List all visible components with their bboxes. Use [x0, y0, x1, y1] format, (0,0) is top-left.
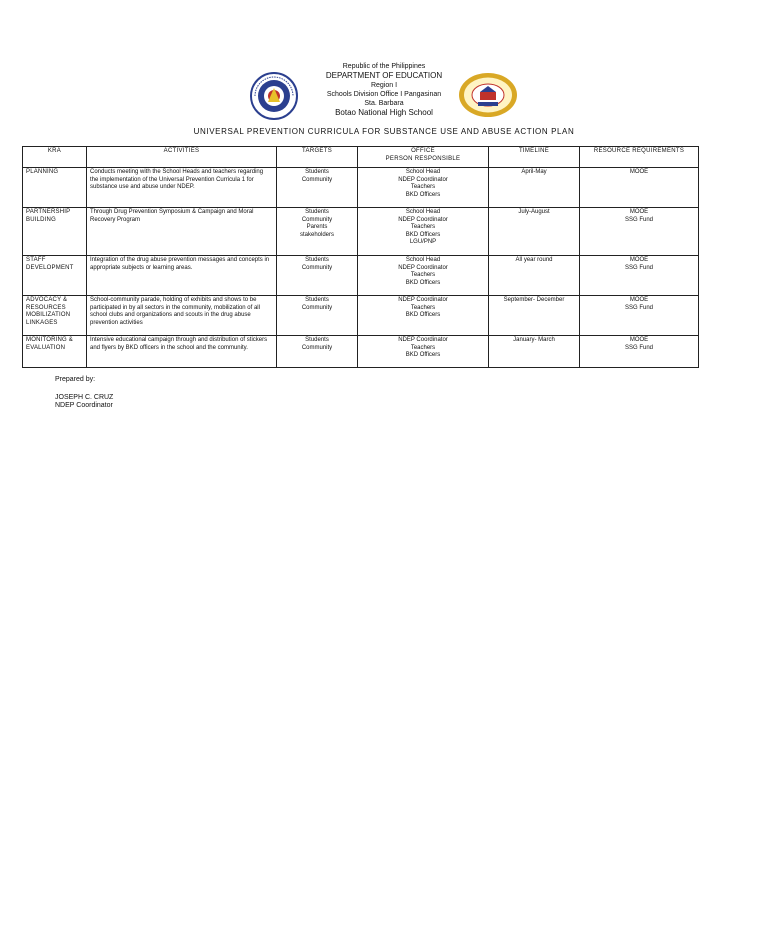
cell-timeline: July-August — [489, 208, 580, 256]
cell-timeline: September- December — [489, 296, 580, 336]
cell-office: School Head NDEP Coordinator Teachers BKD Officers — [358, 168, 489, 208]
signatory — [55, 394, 113, 410]
cell-activities: Intensive educational campaign through and distribution of stickers and flyers by BKD officers in the school and the community. — [87, 336, 277, 368]
letterhead-division: Schools Division Office I Pangasinan — [326, 91, 442, 98]
signatory-position: NDEP Coordinator — [55, 402, 113, 409]
prepared-by-label: Prepared by: — [55, 376, 96, 383]
cell-office: NDEP Coordinator Teachers BKD Officers — [358, 296, 489, 336]
letterhead-municipality: Sta. Barbara — [364, 100, 404, 107]
cell-targets: Students Community — [277, 336, 358, 368]
division-seal-icon — [458, 72, 518, 118]
cell-activities: Integration of the drug abuse prevention messages and concepts in appropriate subjects or learning areas. — [87, 256, 277, 296]
letterhead-republic: Republic of the Philippines — [342, 63, 426, 70]
letterhead-region: Region I — [370, 82, 398, 89]
cell-resources: MOOE SSG Fund — [580, 296, 699, 336]
cell-timeline: April-May — [489, 168, 580, 208]
deped-seal-icon — [250, 72, 298, 120]
cell-activities: Conducts meeting with the School Heads and teachers regarding the implementation of the Universal Prevention Curricula 1 for substance use and abuse under NDEP. — [87, 168, 277, 208]
header-resources: RESOURCE REQUIREMENTS — [580, 147, 699, 168]
action-plan-table — [22, 146, 699, 368]
cell-targets: Students Community — [277, 168, 358, 208]
cell-kra: MONITORING & EVALUATION — [23, 336, 87, 368]
cell-kra: STAFF DEVELOPMENT — [23, 256, 87, 296]
table-row — [23, 256, 699, 296]
table-row — [23, 296, 699, 336]
letterhead-school: Botao National High School — [335, 108, 433, 117]
cell-kra: PLANNING — [23, 168, 87, 208]
cell-kra: ADVOCACY & RESOURCES MOBILIZATION LINKAGES — [23, 296, 87, 336]
document-title: UNIVERSAL PREVENTION CURRICULA FOR SUBSTANCE USE AND ABUSE ACTION PLAN — [193, 127, 575, 136]
cell-activities: School-community parade, holding of exhibits and shows to be participated in by all sectors in the community, mobilization of all school clubs and organizations and scouts in the drug abuse prevention activities — [87, 296, 277, 336]
letterhead — [0, 62, 768, 118]
cell-kra: PARTNERSHIP BUILDING — [23, 208, 87, 256]
letterhead-department: DEPARTMENT OF EDUCATION — [325, 71, 443, 80]
cell-targets: Students Community — [277, 296, 358, 336]
header-timeline: TIMELINE — [489, 147, 580, 168]
cell-timeline: All year round — [489, 256, 580, 296]
cell-resources: MOOE SSG Fund — [580, 208, 699, 256]
header-activities: ACTIVITIES — [87, 147, 277, 168]
cell-resources: MOOE — [580, 168, 699, 208]
table-row — [23, 168, 699, 208]
cell-timeline: January- March — [489, 336, 580, 368]
cell-resources: MOOE SSG Fund — [580, 256, 699, 296]
table-row — [23, 336, 699, 368]
cell-activities: Through Drug Prevention Symposium & Campaign and Moral Recovery Program — [87, 208, 277, 256]
cell-office: School Head NDEP Coordinator Teachers BKD Officers — [358, 256, 489, 296]
table-row — [23, 208, 699, 256]
header-targets: TARGETS — [277, 147, 358, 168]
cell-targets: Students Community — [277, 256, 358, 296]
header-office: OFFICE PERSON RESPONSIBLE — [358, 147, 489, 168]
signatory-name: JOSEPH C. CRUZ — [55, 394, 114, 401]
cell-office: School Head NDEP Coordinator Teachers BKD Officers LGU/PNP — [358, 208, 489, 256]
header-kra: KRA — [23, 147, 87, 168]
cell-resources: MOOE SSG Fund — [580, 336, 699, 368]
cell-office: NDEP Coordinator Teachers BKD Officers — [358, 336, 489, 368]
table-header-row — [23, 147, 699, 168]
cell-targets: Students Community Parents stakeholders — [277, 208, 358, 256]
